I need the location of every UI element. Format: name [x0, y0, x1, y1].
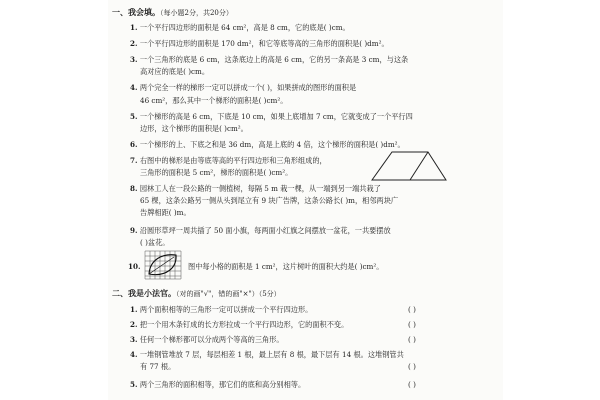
s1-q8-line3: 告牌相距( )m。 [140, 208, 191, 217]
section1-note: （每小题2分，共20分） [160, 9, 233, 17]
s1-q3-line1: 一个三角形的底是 6 cm，这条底边上的高是 6 cm，它的另一条高是 3 cm，与这条 [139, 55, 409, 64]
s2-q5 [130, 380, 305, 389]
s2-q4-line1: 一堆钢管堆放 7 层，每层相差 1 根，最上层有 8 根，最下层有 14 根。这堆钢管共 [139, 350, 404, 359]
section2-heading [112, 289, 281, 299]
s1-q3-line2: 高对应的底是( )cm。 [140, 67, 210, 76]
s1-q6 [130, 140, 405, 149]
s1-q4-num: 4. [130, 83, 138, 92]
s1-q6-num: 6. [130, 140, 138, 149]
section1-title: 一、我会填。 [112, 7, 160, 17]
s1-q9 [130, 226, 391, 235]
s2-q2 [130, 320, 348, 329]
s1-q6-line1: 一个梯形的上、下底之和是 36 dm，高是上底的 4 倍，这个梯形的面积是( )dm²。 [139, 140, 405, 149]
s1-q7-num: 7. [130, 156, 138, 165]
s2-q3-line1: 任何一个梯形都可以分成两个等高的三角形。 [139, 335, 284, 344]
s1-q2-line1: 一个平行四边形的面积是 170 dm²，和它等底等高的三角形的面积是( )dm²。 [139, 39, 389, 48]
leaf-grid-figure [144, 250, 182, 280]
s1-q9-line2: ( )盆花。 [140, 238, 170, 247]
s1-q9-num: 9. [130, 226, 138, 235]
trapezoid-outline [372, 152, 446, 180]
s1-q5-num: 5. [130, 112, 138, 121]
section2-title: 二、我是小法官。 [112, 288, 176, 298]
s2-q4-answer-box[interactable]: ( ) [408, 362, 416, 371]
s1-q5-line2: 边形，这个梯形的面积是( )cm²。 [140, 124, 248, 133]
s1-q7-line1: 右图中的梯形是由等底等高的平行四边形和三角形组成的， [139, 156, 327, 165]
s1-q8-line1: 园林工人在一段公路的一侧植树，每隔 5 m 栽一棵，从一端到另一端共栽了 [139, 184, 381, 193]
trapezoid-figure [370, 150, 448, 182]
s2-q5-answer-box[interactable]: ( ) [408, 380, 416, 389]
s1-q8-line2: 65 棵，这条公路另一侧从头到尾立有 9 块广告牌，这条公路长( )m，相邻两块广 [140, 196, 399, 205]
s2-q4-num: 4. [130, 350, 138, 359]
s1-q8 [130, 184, 381, 193]
s1-q2-num: 2. [130, 39, 138, 48]
s2-q2-line1: 把一个用木条钉成的长方形拉成一个平行四边形，它的面积不变。 [139, 320, 349, 329]
section2-note: （对的画"√"，错的画"×"）（5分） [176, 290, 281, 298]
s2-q2-num: 2. [130, 320, 138, 329]
trapezoid-divider [410, 152, 428, 180]
s1-q1-line1: 一个平行四边形的面积是 64 cm²，高是 8 cm，它的底是( )cm。 [139, 23, 350, 32]
s1-q1-num: 1. [130, 23, 138, 32]
s1-q3-num: 3. [130, 55, 138, 64]
s1-q4-line2: 46 cm²，那么其中一个梯形的面积是( )cm²。 [140, 96, 288, 105]
s2-q1 [130, 305, 312, 314]
worksheet-page [108, 0, 503, 400]
s1-q2 [130, 39, 389, 48]
s1-q5 [130, 112, 413, 121]
s2-q1-num: 1. [130, 305, 138, 314]
s1-q1 [130, 23, 350, 32]
s2-q1-line1: 两个面积相等的三角形一定可以拼成一个平行四边形。 [139, 305, 313, 314]
s1-q10-num-text: 10. [128, 262, 141, 271]
s2-q5-num: 5. [130, 380, 138, 389]
s1-q5-line1: 一个梯形的高是 6 cm，下底是 10 cm，如果上底增加 7 cm，它就变成了一个平行四 [139, 112, 413, 121]
s1-q4-line1: 两个完全一样的梯形一定可以拼成一个( )，如果拼成的图形的面积是 [139, 83, 357, 92]
s2-q1-answer-box[interactable]: ( ) [408, 305, 416, 314]
s1-q7 [130, 156, 327, 165]
s2-q2-answer-box[interactable]: ( ) [408, 320, 416, 329]
section1-heading [112, 8, 233, 18]
s2-q3-answer-box[interactable]: ( ) [408, 335, 416, 344]
s1-q9-line1: 沿圆形草坪一周共插了 50 面小旗，每两面小红旗之间摆放一盆花，一共要摆放 [139, 226, 391, 235]
s2-q3-num: 3. [130, 335, 138, 344]
s1-q7-line2: 三角形的面积是 5 cm²，梯形的面积是( )cm²。 [140, 168, 293, 177]
s2-q5-line1: 两个三角形的面积相等，那它们的底和高分别相等。 [139, 380, 306, 389]
s1-q10-num [128, 262, 141, 271]
s1-q8-num: 8. [130, 184, 138, 193]
s2-q3 [130, 335, 284, 344]
s1-q10-line1: 图中每小格的面积是 1 cm²，这片树叶的面积大约是( )cm²。 [188, 262, 384, 271]
s1-q3 [130, 55, 408, 64]
s2-q4-line2: 有 77 根。 [140, 362, 176, 371]
s2-q4 [130, 350, 404, 359]
s1-q4 [130, 83, 356, 92]
